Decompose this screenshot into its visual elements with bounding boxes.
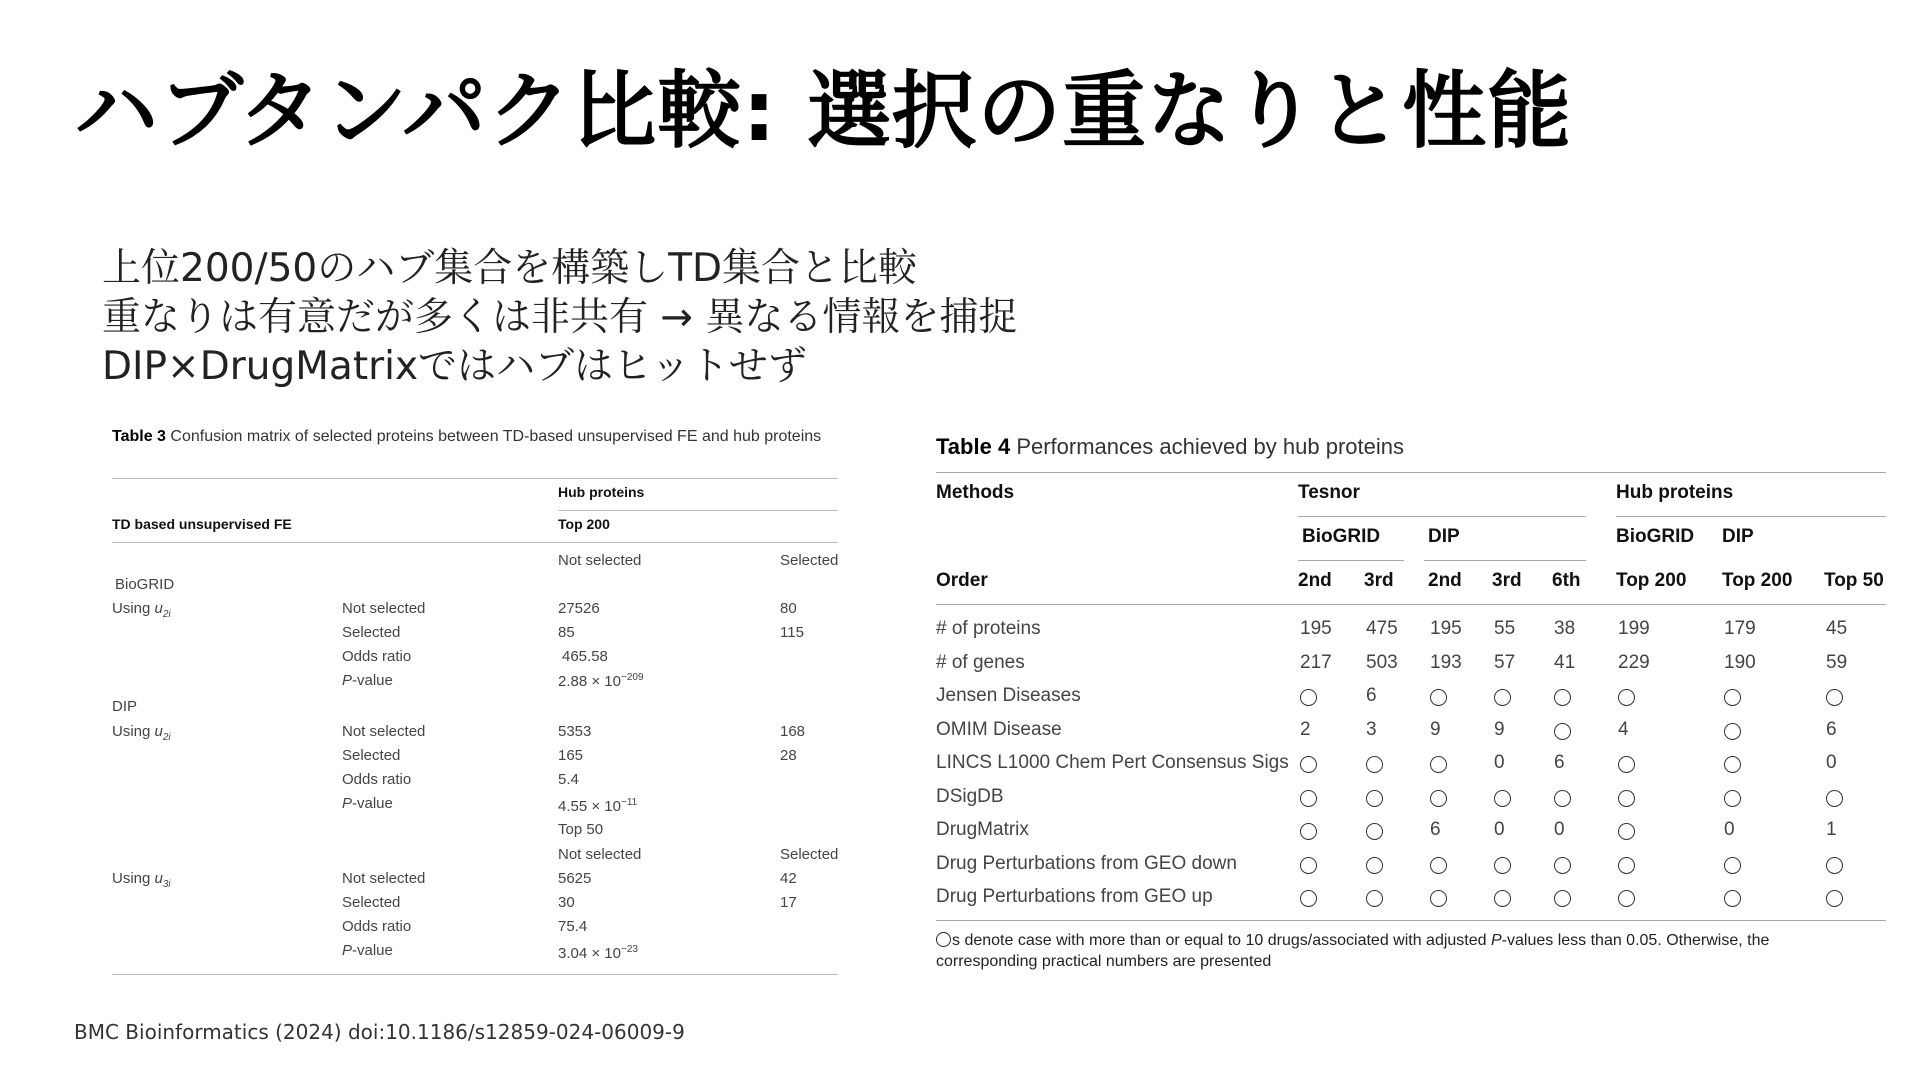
cell-value: 75.4 <box>558 918 588 935</box>
column-header: 3rd <box>1364 570 1394 591</box>
circle-icon <box>1494 890 1511 913</box>
circle-icon <box>1618 756 1635 779</box>
cell-value: 28 <box>780 747 797 764</box>
table-cell: 41 <box>1554 651 1576 673</box>
bullet-item: 重なりは有意だが多くは非共有 → 異なる情報を捕捉 <box>102 295 1018 340</box>
table-rule <box>1616 516 1886 517</box>
circle-icon <box>1366 823 1383 846</box>
table-cell: 6 <box>1430 819 1441 840</box>
table-4-label: Table 4 <box>936 434 1011 459</box>
table-cell: 1 <box>1826 819 1837 840</box>
circle-icon <box>1724 890 1741 913</box>
table-cell: 190 <box>1724 651 1756 673</box>
table-cell: 3 <box>1366 718 1377 740</box>
header-order: Order <box>936 570 988 591</box>
circle-icon <box>1430 689 1447 712</box>
cell-value: 85 <box>558 624 575 641</box>
cell-value: 165 <box>558 747 584 764</box>
circle-icon <box>1430 890 1447 913</box>
circle-icon <box>1430 790 1447 813</box>
table-rule <box>112 974 838 975</box>
circle-icon <box>1724 723 1741 746</box>
bullet-item: 上位200/50のハブ集合を構築しTD集合と比較 <box>102 246 918 291</box>
table-cell: 57 <box>1494 651 1516 673</box>
column-header: Top 50 <box>1824 570 1884 591</box>
row-selected: Selected <box>342 747 401 764</box>
table-3 <box>112 426 839 962</box>
header-biogrid: BioGRID <box>1616 526 1695 547</box>
circle-icon <box>1618 890 1635 913</box>
circle-icon <box>1494 689 1511 712</box>
header-top-200: Top 200 <box>558 516 610 532</box>
header-hub-proteins: Hub proteins <box>1616 482 1734 503</box>
circle-icon <box>1724 689 1741 712</box>
col-not-selected: Not selected <box>558 552 642 569</box>
table-cell: 0 <box>1826 752 1837 773</box>
slide-title: ハブタンパク比較: 選択の重なりと性能 <box>74 62 1573 160</box>
circle-icon <box>1618 823 1635 846</box>
circle-icon <box>1554 723 1571 746</box>
row-label: DSigDB <box>936 785 1004 807</box>
table-cell: 4 <box>1618 718 1629 740</box>
cell-value: 465.58 <box>562 648 608 665</box>
using-u2-label: Using $u_{2i}$ <box>112 723 171 743</box>
table-rule <box>936 920 1886 921</box>
cell-value: 5625 <box>558 870 592 887</box>
row-label: Drug Perturbations from GEO up <box>936 886 1213 907</box>
table-rule <box>1298 516 1586 517</box>
table-cell: 179 <box>1724 618 1756 639</box>
circle-icon <box>1618 689 1635 712</box>
table-rule <box>112 478 838 479</box>
circle-icon <box>1300 756 1317 779</box>
row-not-selected: Not selected <box>342 723 426 740</box>
column-header: Top 200 <box>1722 570 1793 591</box>
row-label: LINCS L1000 Chem Pert Consensus Sigs <box>936 752 1289 773</box>
circle-icon <box>1554 890 1571 913</box>
row-p-value: P-value <box>342 672 393 689</box>
circle-icon <box>1430 756 1447 779</box>
circle-icon <box>1300 689 1317 712</box>
header-hub-proteins: Hub proteins <box>558 484 645 500</box>
column-header: 2nd <box>1428 570 1462 591</box>
bullet-item: DIP×DrugMatrixではハブはヒットせず <box>102 344 807 389</box>
table-cell: 217 <box>1300 651 1332 673</box>
circle-icon <box>1618 857 1635 880</box>
circle-icon <box>1724 756 1741 779</box>
cell-p-value: $3.04 \times 10^{-23}$ <box>558 944 638 962</box>
row-not-selected: Not selected <box>342 600 426 617</box>
col-selected: Selected <box>780 552 839 569</box>
header-tesnor: Tesnor <box>1298 482 1360 503</box>
table-cell: 195 <box>1300 618 1332 639</box>
circle-icon <box>1494 857 1511 880</box>
header-dip: DIP <box>1428 526 1460 547</box>
table-cell: 6 <box>1826 718 1837 740</box>
table-3-caption-text: Confusion matrix of selected proteins between TD-based unsupervised FE and hub proteins <box>170 428 822 445</box>
cell-value: 80 <box>780 600 797 617</box>
row-label: Drug Perturbations from GEO down <box>936 852 1237 874</box>
cell-p-value: $4.55 \times 10^{-11}$ <box>558 797 638 815</box>
header-methods: Methods <box>936 482 1015 503</box>
table-cell: 9 <box>1430 718 1441 740</box>
column-header: 3rd <box>1492 570 1522 591</box>
table-cell: 0 <box>1494 819 1505 840</box>
table-cell: 59 <box>1826 651 1848 673</box>
table-4-caption <box>936 434 1886 460</box>
row-label: Jensen Diseases <box>936 685 1081 706</box>
circle-icon <box>1366 756 1383 779</box>
row-selected: Selected <box>342 894 401 911</box>
column-header: 2nd <box>1298 570 1332 591</box>
section-dip: DIP <box>112 698 138 715</box>
row-p-value: P-value <box>342 795 393 812</box>
circle-icon <box>1494 790 1511 813</box>
circle-icon <box>1366 857 1383 880</box>
circle-icon <box>1554 689 1571 712</box>
circle-icon <box>1724 857 1741 880</box>
table-3-label: Table 3 <box>112 428 166 445</box>
table-cell: 195 <box>1430 618 1462 639</box>
cell-value: 17 <box>780 894 797 911</box>
circle-icon <box>1618 790 1635 813</box>
circle-icon <box>1430 857 1447 880</box>
table-cell: 0 <box>1494 752 1505 773</box>
circle-icon <box>1300 823 1317 846</box>
column-header: Top 200 <box>1616 570 1687 591</box>
table-rule <box>936 472 1886 473</box>
cell-value: 27526 <box>558 600 600 617</box>
row-label: # of proteins <box>936 618 1041 639</box>
cell-value: 115 <box>780 624 804 641</box>
circle-icon <box>1826 890 1843 913</box>
col-not-selected: Not selected <box>558 846 642 863</box>
table-rule <box>112 542 838 543</box>
header-top-50: Top 50 <box>558 821 604 838</box>
table-4-caption-text: Performances achieved by hub proteins <box>1016 434 1404 459</box>
circle-icon <box>1724 790 1741 813</box>
table-cell: 38 <box>1554 618 1576 639</box>
header-biogrid: BioGRID <box>1302 526 1381 547</box>
row-label: # of genes <box>936 651 1025 673</box>
table-cell: 6 <box>1554 752 1565 773</box>
row-odds-ratio: Odds ratio <box>342 771 412 788</box>
table-cell: 193 <box>1430 651 1462 673</box>
cell-value: 42 <box>780 870 797 887</box>
cell-value: 30 <box>558 894 575 911</box>
citation: BMC Bioinformatics (2024) doi:10.1186/s12859-024-06009-9 <box>74 1020 685 1044</box>
cell-value: 168 <box>780 723 806 740</box>
table-3-caption <box>112 426 838 447</box>
table-rule <box>558 510 838 511</box>
circle-icon <box>1554 790 1571 813</box>
circle-icon <box>1300 890 1317 913</box>
cell-p-value: $2.88 \times 10^{-209}$ <box>558 672 644 690</box>
cell-value: 5.4 <box>558 771 579 788</box>
table-cell: 0 <box>1724 819 1735 840</box>
table-4 <box>936 434 1886 970</box>
using-u3-label: Using $u_{3i}$ <box>112 870 171 890</box>
circle-icon <box>1826 857 1843 880</box>
col-selected: Selected <box>780 846 839 863</box>
circle-icon <box>1366 790 1383 813</box>
table-cell: 199 <box>1618 618 1650 639</box>
row-label: OMIM Disease <box>936 718 1062 740</box>
header-td-fe: TD based unsupervised FE <box>112 516 292 532</box>
row-selected: Selected <box>342 624 401 641</box>
row-label: DrugMatrix <box>936 819 1029 840</box>
circle-icon <box>1826 689 1843 712</box>
column-header: 6th <box>1552 570 1581 591</box>
circle-icon <box>1554 857 1571 880</box>
table-cell: 45 <box>1826 618 1848 639</box>
using-u2-label: Using $u_{2i}$ <box>112 600 171 620</box>
row-not-selected: Not selected <box>342 870 426 887</box>
table-rule <box>936 604 1886 605</box>
table-rule <box>1298 560 1404 561</box>
table-cell: 503 <box>1366 651 1398 673</box>
table-cell: 9 <box>1494 718 1505 740</box>
table-cell: 475 <box>1366 618 1398 639</box>
table-cell: 6 <box>1366 685 1377 706</box>
cell-value: 5353 <box>558 723 592 740</box>
row-odds-ratio: Odds ratio <box>342 918 412 935</box>
table-cell: 2 <box>1300 718 1311 740</box>
table-cell: 0 <box>1554 819 1565 840</box>
table-cell: 229 <box>1618 651 1650 673</box>
section-biogrid: BioGRID <box>115 576 175 593</box>
row-odds-ratio: Odds ratio <box>342 648 412 665</box>
circle-icon <box>1300 790 1317 813</box>
header-dip: DIP <box>1722 526 1754 547</box>
bullet-list <box>102 244 1017 391</box>
circle-icon <box>936 932 951 947</box>
table-cell: 55 <box>1494 618 1516 639</box>
circle-icon <box>1366 890 1383 913</box>
table-4-footnote: s denote case with more than or equal to 10 drugs/associated with adjusted P-values less than 0.05. Otherwise, the corresponding practical numbers are presented <box>936 932 1770 970</box>
circle-icon <box>1300 857 1317 880</box>
circle-icon <box>1826 790 1843 813</box>
row-p-value: P-value <box>342 942 393 959</box>
table-rule <box>1424 560 1586 561</box>
